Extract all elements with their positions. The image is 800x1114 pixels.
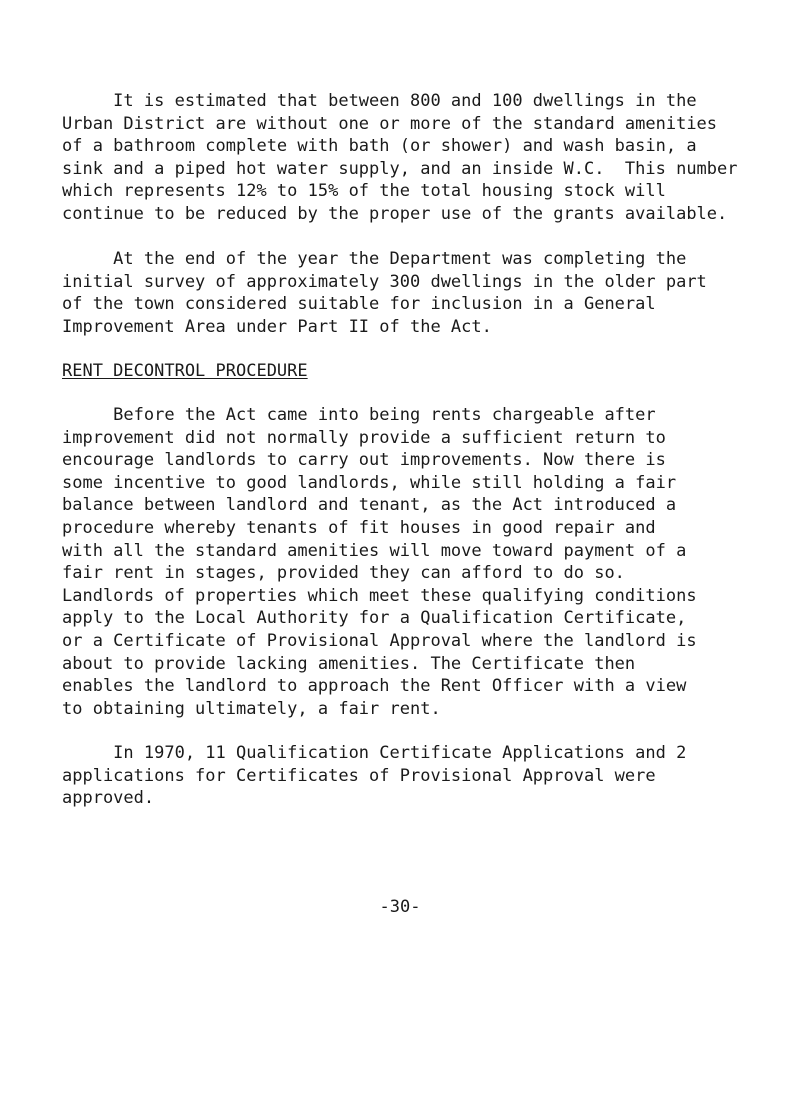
text-line: or a Certificate of Provisional Approval where the landlord is [62, 630, 697, 651]
paragraph-survey [62, 248, 782, 338]
paragraph-applications-1970 [62, 742, 782, 810]
text-line: approved. [62, 788, 155, 809]
text-line: encourage landlords to carry out improvements. Now there is [62, 450, 666, 471]
text-line: which represents 12% to 15% of the total housing stock will [62, 181, 666, 202]
text-line: sink and a piped hot water supply, and an inside W.C. This number [62, 158, 738, 179]
text-line: to obtaining ultimately, a fair rent. [62, 698, 441, 719]
text-line: procedure whereby tenants of fit houses in good repair and [62, 517, 656, 538]
text-line: some incentive to good landlords, while still holding a fair [62, 472, 677, 493]
text-line: improvement did not normally provide a sufficient return to [62, 427, 666, 448]
page-number: -30- [379, 897, 421, 917]
text-line: with all the standard amenities will move toward payment of a [62, 540, 687, 561]
text-line: In 1970, 11 Qualification Certificate Applications and 2 [62, 743, 687, 763]
text-line: Landlords of properties which meet these qualifying conditions [62, 585, 697, 606]
text-line: fair rent in stages, provided they can afford to do so. [62, 563, 625, 584]
text-line: Improvement Area under Part II of the Act. [62, 316, 492, 337]
text-line: about to provide lacking amenities. The Certificate then [62, 653, 636, 674]
text-line: of a bathroom complete with bath (or shower) and wash basin, a [62, 136, 697, 157]
text-line: initial survey of approximately 300 dwellings in the older part [62, 271, 707, 292]
text-line: Before the Act came into being rents chargeable after [62, 405, 656, 425]
text-line: enables the landlord to approach the Rent Officer with a view [62, 676, 687, 697]
text-line: of the town considered suitable for inclusion in a General [62, 294, 656, 315]
paragraph-rent-procedure [62, 404, 782, 720]
text-line: It is estimated that between 800 and 100 dwellings in the [62, 91, 697, 111]
text-line: applications for Certificates of Provisional Approval were [62, 765, 656, 786]
text-line: Urban District are without one or more of the standard amenities [62, 113, 718, 134]
text-line: At the end of the year the Department was completing the [62, 249, 687, 269]
section-heading: RENT DECONTROL PROCEDURE [62, 361, 308, 381]
text-line: balance between landlord and tenant, as the Act introduced a [62, 495, 677, 516]
text-line: apply to the Local Authority for a Qualification Certificate, [62, 608, 687, 629]
text-line: continue to be reduced by the proper use of the grants available. [62, 203, 728, 224]
paragraph-unfit-dwellings [62, 90, 782, 226]
